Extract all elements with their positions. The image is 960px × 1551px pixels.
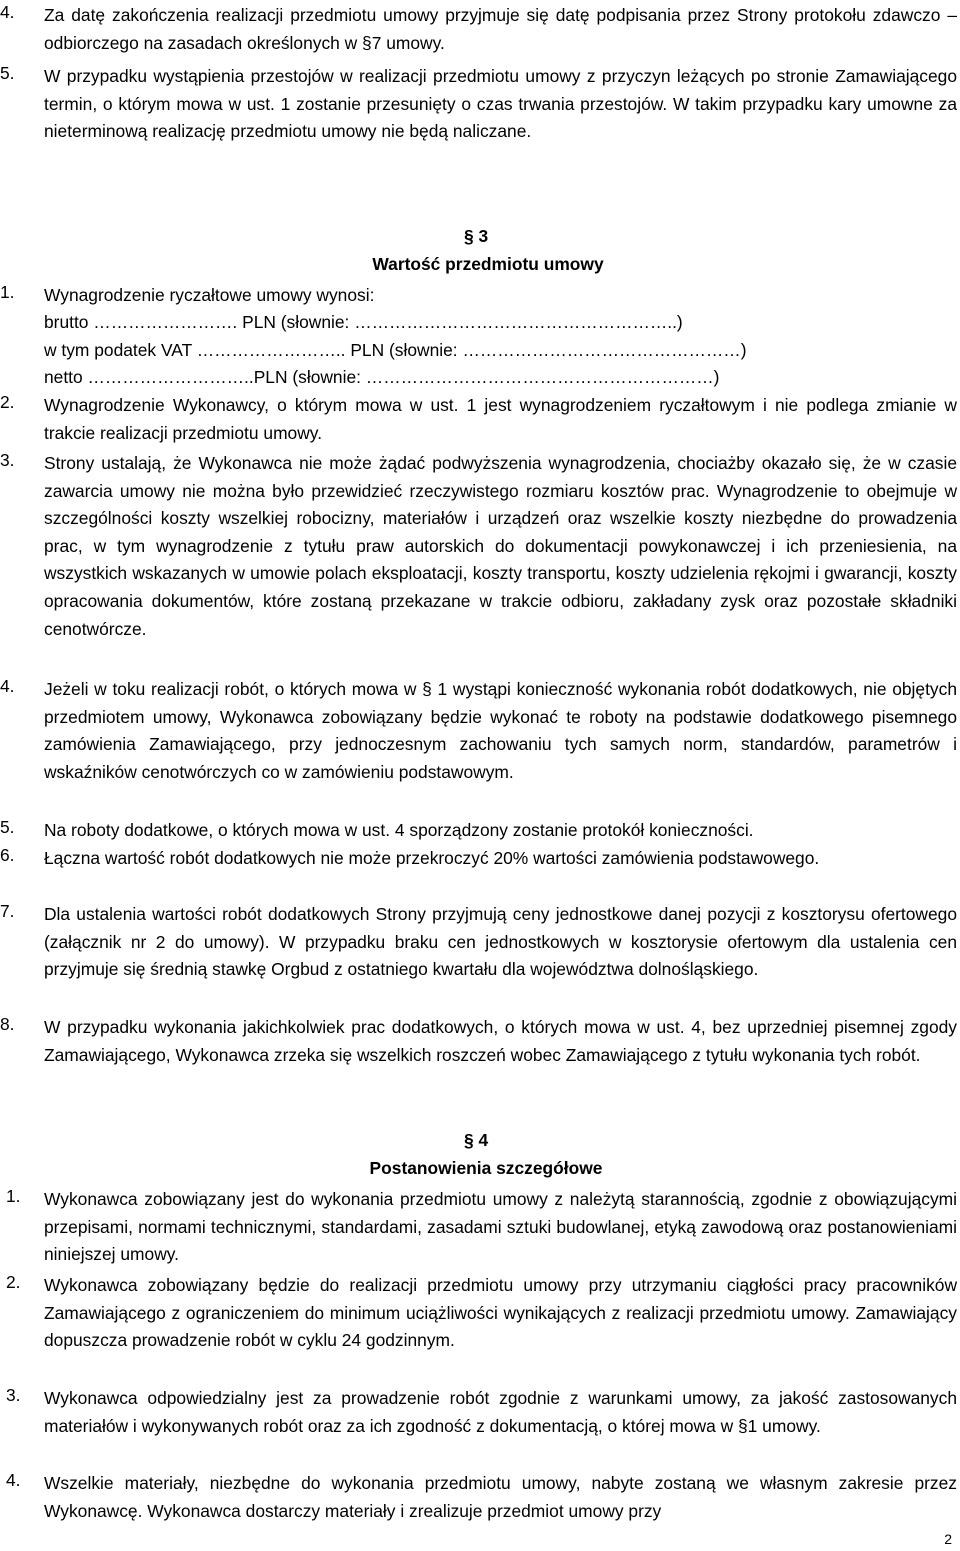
item-number: 4. xyxy=(0,2,15,22)
item-number: 6. xyxy=(0,845,15,865)
item-number: 2. xyxy=(0,392,15,412)
item-text: Dla ustalenia wartości robót dodatkowych Strony przyjmują ceny jednostkowe danej pozycji z kosztorysu ofertowego (załącznik nr 2 do umowy). W przypadku braku cen jednostkowych w kosztorysie ofertowym dla ustalenia cen przyjmuje się średnią stawkę Orgbud z ostatniego kwartału dla województwa dolnośląskiego. xyxy=(44,904,957,980)
section-sign: § 4 xyxy=(464,1130,489,1150)
item-number: 7. xyxy=(0,901,15,921)
list-item xyxy=(0,282,957,392)
item-text: Na roboty dodatkowe, o których mowa w ust. 4 sporządzony zostanie protokół konieczności. xyxy=(44,820,754,840)
item-text: Strony ustalają, że Wykonawca nie może żądać podwyższenia wynagrodzenia, chociażby okazało się, że w czasie zawarcia umowy nie można było przewidzieć rzeczywistego rozmiaru kosztów prac. Wynagrodzenie to obejmuje w szczególności koszty wszelkiej robocizny, materiałów i urządzeń oraz wszelkie koszty niezbędne do prowadzenia prac, w tym wynagrodzenie z tytułu praw autorskich do dokumentacji powykonawczej i ich przeniesienia, na wszystkich wskazanych w umowie polach eksploatacji, koszty transportu, koszty udzielenia rękojmi i gwarancji, koszty opracowania dokumentów, które zostaną przekazane w trakcie odbioru, zakładany zysk oraz pozostałe składniki cenotwórcze. xyxy=(44,453,957,639)
list-item xyxy=(0,1470,957,1525)
netto-line: netto ………………………..PLN (słownie: ……………………………………………………) xyxy=(44,367,720,388)
page-number: 2 xyxy=(944,1531,952,1547)
item-text: Wykonawca zobowiązany będzie do realizacji przedmiotu umowy przy utrzymaniu ciągłości pracy pracowników Zamawiającego z ograniczeniem do minimum uciążliwości wynikających z realizacji przedmiotu umowy. Zamawiający dopuszcza prowadzenie robót w cyklu 24 godzinnym. xyxy=(44,1275,957,1351)
item-text: W przypadku wystąpienia przestojów w realizacji przedmiotu umowy z przyczyn leżących po stronie Zamawiającego termin, o którym mowa w ust. 1 zostanie przesunięty o czas trwania przestojów. W takim przypadku kary umowne za nieterminową realizację przedmiotu umowy nie będą naliczane. xyxy=(44,66,957,142)
list-item xyxy=(0,901,957,984)
item-text: Wykonawca odpowiedzialny jest za prowadzenie robót zgodnie z warunkami umowy, za jakość zastosowanych materiałów i wykonywanych robót oraz za ich zgodność z dokumentacją, o której mowa w §1 umowy. xyxy=(44,1388,957,1436)
item-text: W przypadku wykonania jakichkolwiek prac dodatkowych, o których mowa w ust. 4, bez uprzedniej pisemnej zgody Zamawiającego, Wykonawca zrzeka się wszelkich roszczeń wobec Zamawiającego z tytułu wykonania tych robót. xyxy=(44,1017,957,1065)
list-item xyxy=(0,817,957,845)
section-sign: § 3 xyxy=(464,226,489,246)
item-text: Łączna wartość robót dodatkowych nie może przekroczyć 20% wartości zamówienia podstawowego. xyxy=(44,848,820,868)
item-number: 1. xyxy=(0,282,15,302)
item-number: 2. xyxy=(6,1272,21,1292)
list-item xyxy=(0,845,957,873)
item-text: Za datę zakończenia realizacji przedmiotu umowy przyjmuje się datę podpisania przez Strony protokołu zdawczo – odbiorczego na zasadach określonych w §7 umowy. xyxy=(44,5,957,53)
list-item xyxy=(0,1014,957,1069)
item-number: 5. xyxy=(0,817,15,837)
item-text: Jeżeli w toku realizacji robót, o których mowa w § 1 wystąpi konieczność wykonania robót dodatkowych, nie objętych przedmiotem umowy, Wykonawca zobowiązany będzie wykonać te roboty na podstawie dodatkowego pisemnego zamówienia Zamawiającego, przy jednoczesnym zachowaniu tych samych norm, standardów, parametrów i wskaźników cenotwórczych co w zamówieniu podstawowym. xyxy=(44,679,957,782)
list-item xyxy=(0,1385,957,1440)
list-item xyxy=(0,676,957,786)
item-number: 4. xyxy=(0,676,15,696)
item-number: 3. xyxy=(6,1385,21,1405)
item-number: 1. xyxy=(6,1186,21,1206)
list-item xyxy=(0,2,957,57)
item-number: 3. xyxy=(0,450,15,470)
section-title: Postanowienia szczegółowe xyxy=(369,1158,603,1178)
section-title: Wartość przedmiotu umowy xyxy=(372,254,604,274)
item-number: 4. xyxy=(6,1470,21,1490)
list-item xyxy=(0,450,957,643)
item-text: Wszelkie materiały, niezbędne do wykonania przedmiotu umowy, nabyte zostaną we własnym zakresie przez Wykonawcę. Wykonawca dostarczy materiały i zrealizuje przedmiot umowy przy xyxy=(44,1473,957,1521)
list-item xyxy=(0,392,957,447)
item-number: 5. xyxy=(0,63,15,83)
item-number: 8. xyxy=(0,1014,15,1034)
brutto-line: brutto ……………………. PLN (słownie: ………………………………………………..) xyxy=(44,312,683,333)
list-item xyxy=(0,1272,957,1355)
list-item xyxy=(0,1186,957,1269)
vat-line: w tym podatek VAT …………………….. PLN (słownie: …………………………………………) xyxy=(44,339,747,360)
list-item xyxy=(0,63,957,146)
item-text: Wykonawca zobowiązany jest do wykonania przedmiotu umowy z należytą starannością, zgodnie z obowiązującymi przepisami, normami technicznymi, standardami, zasadami sztuki budowlanej, etyką zawodową oraz postanowieniami niniejszej umowy. xyxy=(44,1189,957,1265)
item-text: Wynagrodzenie ryczałtowe umowy wynosi: xyxy=(44,285,375,305)
item-text: Wynagrodzenie Wykonawcy, o którym mowa w ust. 1 jest wynagrodzeniem ryczałtowym i nie podlega zmianie w trakcie realizacji przedmiotu umowy. xyxy=(44,395,957,443)
